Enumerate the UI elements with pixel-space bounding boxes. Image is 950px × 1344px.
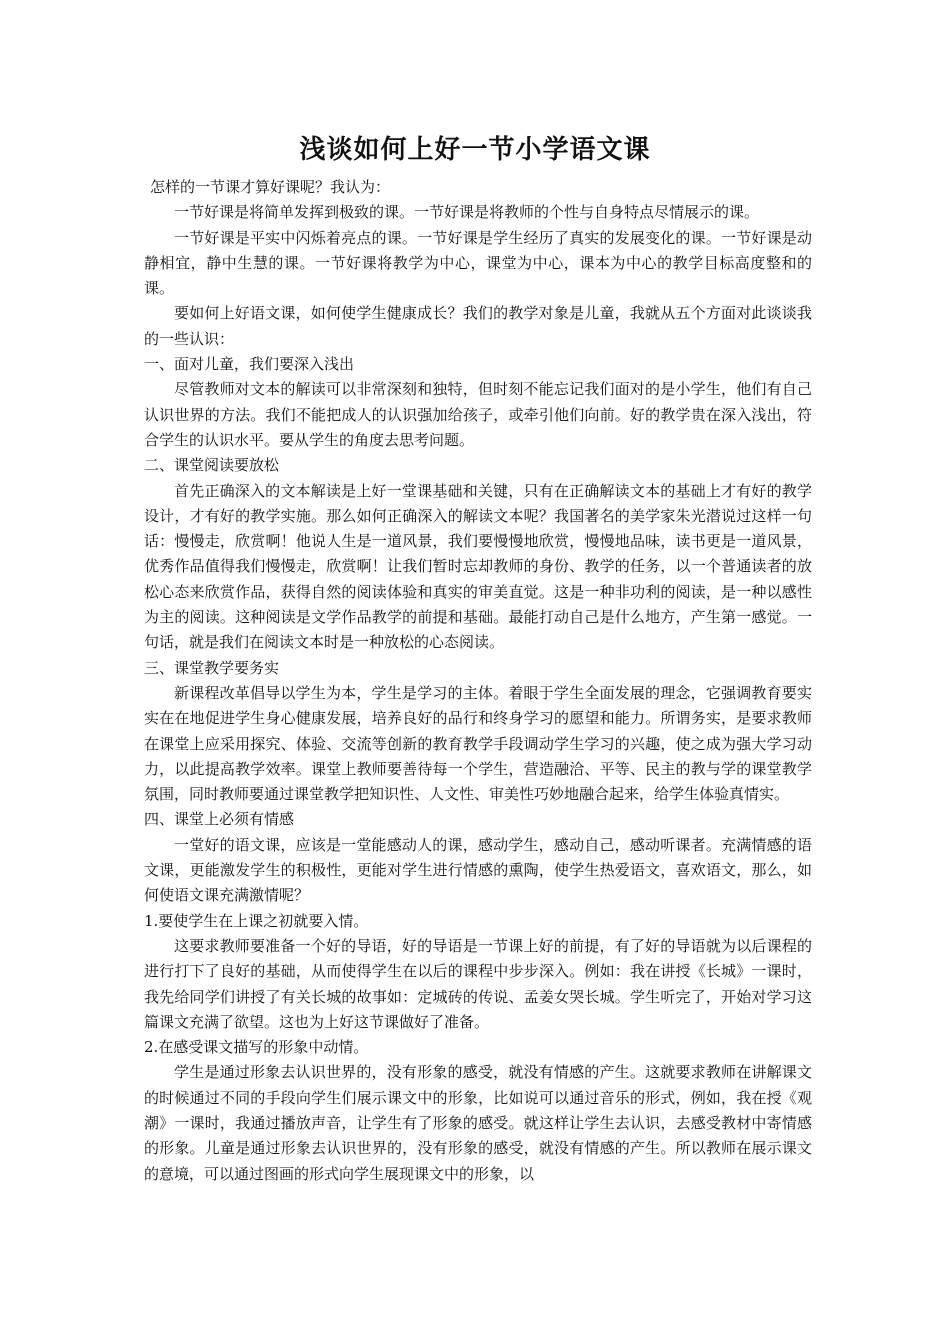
- section-heading: 2.在感受课文描写的形象中动情。: [144, 1038, 369, 1057]
- section-heading: 1.要使学生在上课之初就要入情。: [144, 911, 369, 930]
- paragraph: 尽管教师对文本的解读可以非常深刻和独特，但时刻不能忘记我们面对的是小学生，他们有自己认识世界的方法。我们不能把成人的认识强加给孩子，或牵引他们向前。好的教学贵在深入浅出，符合学生的认识水平。要从学生的角度去思考问题。: [144, 380, 812, 449]
- paragraph: 一节好课是平实中闪烁着亮点的课。一节好课是学生经历了真实的发展变化的课。一节好课是动静相宜，静中生慧的课。一节好课将教学为中心，课堂为中心，课本为中心的教学目标高度整和的课。: [144, 228, 812, 298]
- paragraph: 怎样的一节课才算好课呢？我认为：: [150, 178, 391, 196]
- section-heading: 三、课堂教学要务实: [144, 658, 280, 677]
- paragraph: 新课程改革倡导以学生为本，学生是学习的主体。着眼于学生全面发展的理念，它强调教育要实实在在地促进学生身心健康发展，培养良好的品行和终身学习的愿望和能力。所谓务实，是要求教师在课堂上应采用探究、体验、交流等创新的教育教学手段调动学生学习的兴趣，使之成为强大学习动力，以此提高教学效率。课堂上教师要善待每一个学生，营造融洽、平等、民主的教与学的课堂教学氛围，同时教师要通过课堂教学把知识性、人文性、审美性巧妙地融合起来，给学生体验真情实。: [144, 683, 812, 804]
- paragraph: 这要求教师要准备一个好的导语，好的导语是一节课上好的前提，有了好的导语就为以后课程的进行打下了良好的基础，从而使得学生在以后的课程中步步深入。例如：我在讲授《长城》一课时，我先给同学们讲授了有关长城的故事如：定城砖的传说、孟姜女哭长城。学生听完了，开始对学习这篇课文充满了欲望。这也为上好这节课做好了准备。: [144, 936, 812, 1031]
- paragraph: 一堂好的语文课，应该是一堂能感动人的课，感动学生，感动自己，感动听课者。充满情感的语文课，更能激发学生的积极性，更能对学生进行情感的熏陶，使学生热爱语文，喜欢语文，那么，如何使语文课充满激情呢？: [144, 835, 812, 905]
- paragraph: 首先正确深入的文本解读是上好一堂课基础和关键，只有在正确解读文本的基础上才有好的教学设计，才有好的教学实施。那么如何正确深入的解读文本呢？我国著名的美学家朱光潜说过这样一句话：慢慢走，欣赏啊！他说人生是一道风景，我们要慢慢地欣赏，慢慢地品味，读书更是一道风景，优秀作品值得我们慢慢走，欣赏啊！让我们暂时忘却教师的身份、教学的任务，以一个普通读者的放松心态来欣赏作品，获得自然的阅读体验和真实的审美直觉。这是一种非功利的阅读，是一种以感性为主的阅读。这种阅读是文学作品教学的前提和基础。最能打动自己是什么地方，产生第一感觉。一句话，就是我们在阅读文本时是一种放松的心态阅读。: [144, 481, 812, 652]
- paragraph: 一节好课是将简单发挥到极致的课。一节好课是将教师的个性与自身特点尽情展示的课。: [174, 203, 760, 222]
- section-heading: 二、课堂阅读要放松: [144, 456, 280, 475]
- section-heading: 四、课堂上必须有情感: [144, 810, 295, 829]
- paragraph: 学生是通过形象去认识世界的，没有形象的感受，就没有情感的产生。这就要求教师在讲解课文的时候通过不同的手段向学生们展示课文中的形象，比如说可以通过音乐的形式，例如，我在授《观潮》一课时，我通过播放声音，让学生有了形象的感受。就这样让学生去认识，去感受教材中寄情感的形象。儿童是通过形象去认识世界的，没有形象的感受，就没有情感的产生。所以教师在展示课文的意境，可以通过图画的形式向学生展现课文中的形象，以: [144, 1063, 812, 1183]
- document-title: 浅谈如何上好一节小学语文课: [299, 135, 651, 165]
- section-heading: 一、面对儿童，我们要深入浅出: [144, 355, 355, 374]
- paragraph: 要如何上好语文课，如何使学生健康成长？我们的教学对象是儿童，我就从五个方面对此谈谈我的一些认识：: [144, 304, 812, 348]
- document-body: [144, 175, 812, 1187]
